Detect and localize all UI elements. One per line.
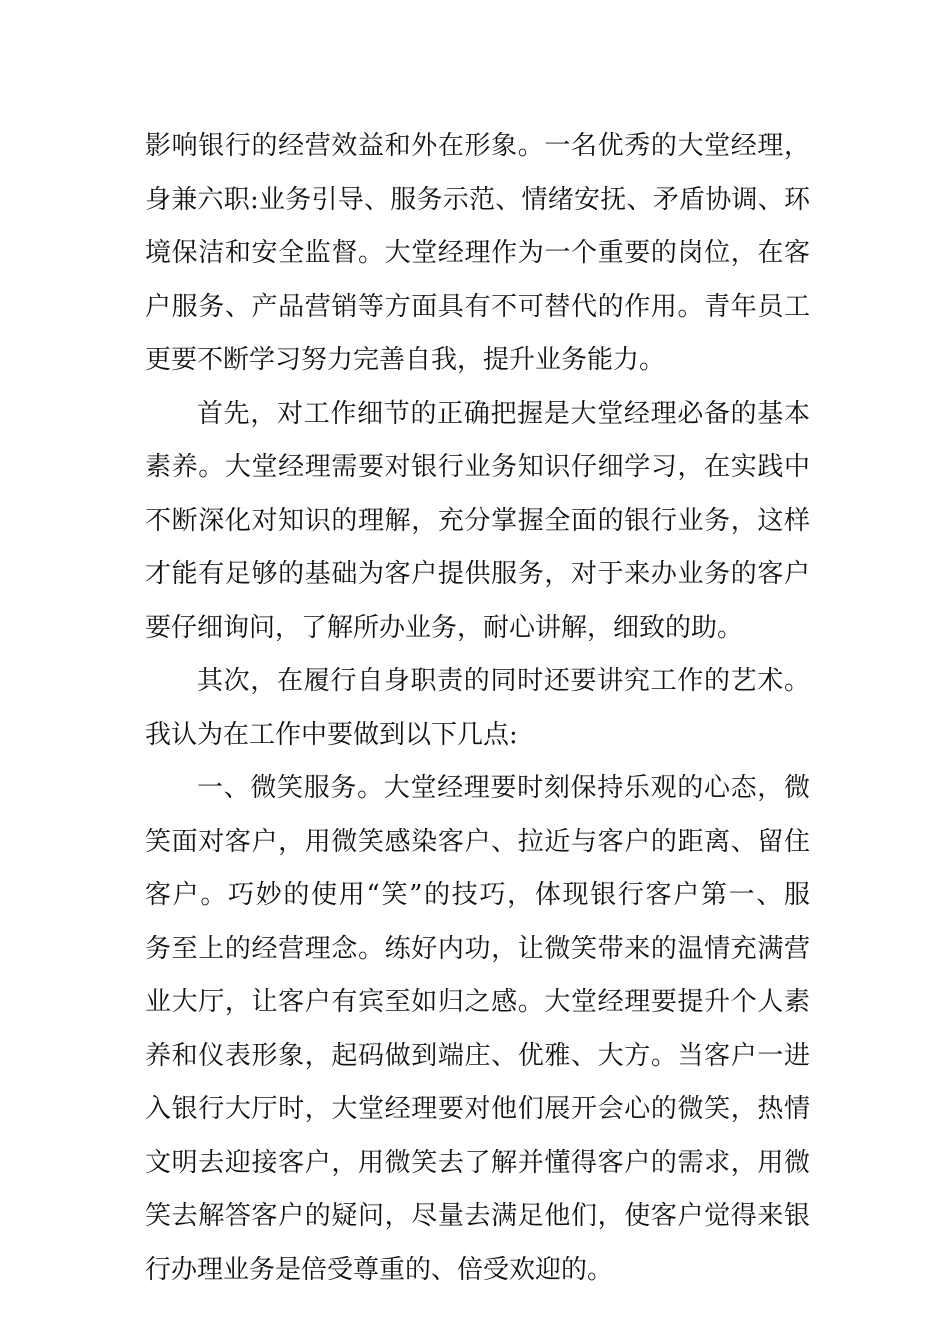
text-line: 务至上的经营理念。练好内功，让微笑带来的温情充满营 bbox=[145, 933, 810, 964]
text-line: 其次，在履行自身职责的同时还要讲究工作的艺术。 bbox=[197, 666, 810, 696]
text-line: 才能有足够的基础为客户提供服务，对于来办业务的客户 bbox=[145, 559, 810, 589]
text-line: 户服务、产品营销等方面具有不可替代的作用。青年员工 bbox=[145, 291, 810, 322]
text-line: 文明去迎接客户，用微笑去了解并懂得客户的需求，用微 bbox=[145, 1147, 810, 1178]
text-line: 不断深化对知识的理解，充分掌握全面的银行业务，这样 bbox=[145, 505, 810, 536]
text-line: 要仔细询问，了解所办业务，耐心讲解，细致的助。 bbox=[145, 612, 744, 643]
text-line: 行办理业务是倍受尊重的、倍受欢迎的。 bbox=[145, 1254, 614, 1285]
text-line: 更要不断学习努力完善自我，提升业务能力。 bbox=[145, 345, 666, 375]
text-line: 一、微笑服务。大堂经理要时刻保持乐观的心态，微 bbox=[197, 773, 810, 803]
paragraph bbox=[145, 388, 810, 656]
text-line: 影响银行的经营效益和外在形象。一名优秀的大堂经理， bbox=[145, 131, 810, 161]
body-text bbox=[145, 120, 810, 1297]
text-line: 入银行大厅时，大堂经理要对他们展开会心的微笑，热情 bbox=[145, 1094, 810, 1124]
text-line: 客户。巧妙的使用“笑”的技巧，体现银行客户第一、服 bbox=[145, 880, 810, 910]
paragraph bbox=[145, 120, 810, 388]
text-line: 笑去解答客户的疑问，尽量去满足他们，使客户觉得来银 bbox=[145, 1201, 810, 1231]
text-line: 笑面对客户，用微笑感染客户、拉近与客户的距离、留住 bbox=[145, 826, 810, 857]
text-line: 业大厅，让客户有宾至如归之感。大堂经理要提升个人素 bbox=[145, 987, 810, 1017]
text-line: 首先，对工作细节的正确把握是大堂经理必备的基本 bbox=[197, 398, 810, 429]
text-line: 境保洁和安全监督。大堂经理作为一个重要的岗位，在客 bbox=[145, 238, 810, 268]
text-line: 素养。大堂经理需要对银行业务知识仔细学习，在实践中 bbox=[145, 452, 810, 482]
text-line: 养和仪表形象，起码做到端庄、优雅、大方。当客户一进 bbox=[145, 1040, 810, 1071]
text-line: 我认为在工作中要做到以下几点: bbox=[145, 719, 518, 750]
paragraph bbox=[145, 762, 810, 1297]
text-line: 身兼六职:业务引导、服务示范、情绪安抚、矛盾协调、环 bbox=[145, 184, 810, 215]
paragraph bbox=[145, 655, 810, 762]
